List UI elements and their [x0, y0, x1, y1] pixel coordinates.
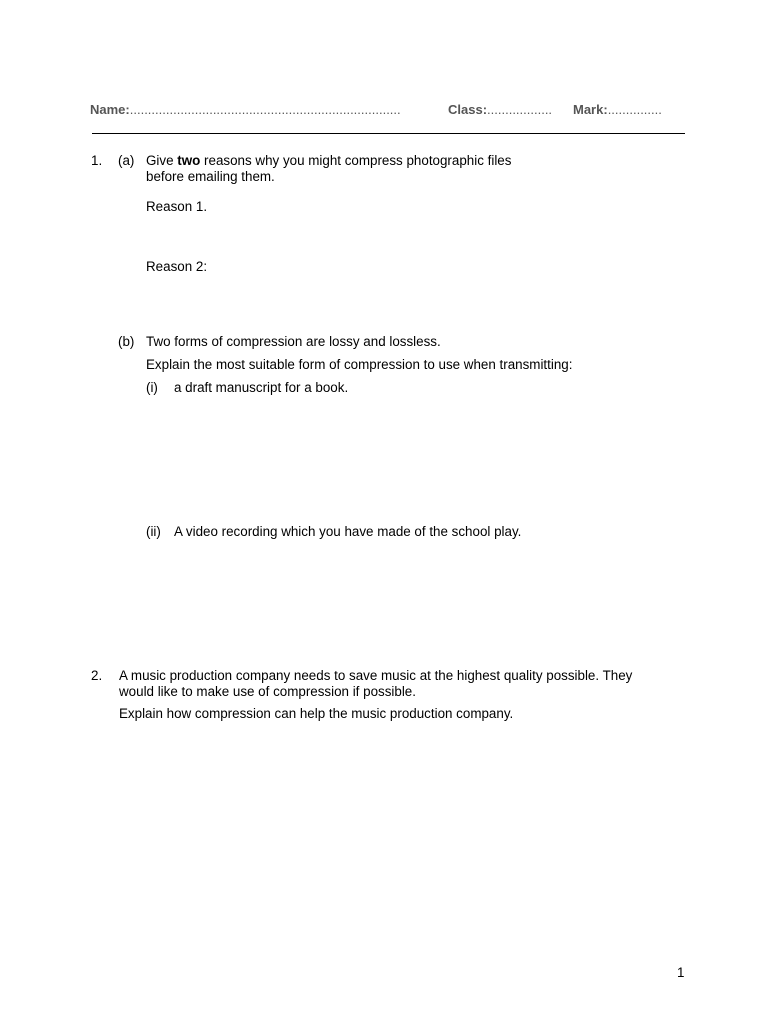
name-label: Name: — [90, 102, 130, 117]
q1a-emphasis: two — [177, 153, 201, 168]
name-dots: ........................................................................... — [129, 102, 401, 117]
q1b-label: (b) — [118, 334, 135, 349]
q1a-reason2-label: Reason 2: — [146, 259, 208, 274]
q1a-text-line2: before emailing them. — [146, 169, 275, 184]
q1bi-label: (i) — [146, 380, 158, 395]
q1b-text-line2: Explain the most suitable form of compression to use when transmitting: — [146, 357, 573, 372]
q2-text-line2: would like to make use of compression if possible. — [119, 684, 416, 699]
class-label: Class: — [448, 102, 488, 117]
q1-number: 1. — [91, 153, 103, 168]
q1bi-text: a draft manuscript for a book. — [174, 380, 349, 395]
q2-number: 2. — [91, 668, 103, 683]
mark-label: Mark: — [573, 102, 608, 117]
q2-text-line1: A music production company needs to save music at the highest quality possible. They — [119, 668, 633, 683]
q1b-text-line1: Two forms of compression are lossy and lossless. — [146, 334, 441, 349]
class-field — [448, 102, 552, 117]
name-field — [90, 102, 401, 117]
class-dots: .................. — [487, 102, 553, 117]
header-divider — [92, 133, 685, 134]
page-number: 1 — [677, 965, 685, 980]
q1a-text-line1: Give two reasons why you might compress photographic files — [146, 153, 512, 168]
q1a-label: (a) — [118, 153, 135, 168]
mark-field — [573, 102, 662, 117]
q1bii-label: (ii) — [146, 524, 161, 539]
mark-dots: ............... — [607, 102, 662, 117]
q1bii-text: A video recording which you have made of the school play. — [174, 524, 522, 539]
q2-text-line3: Explain how compression can help the music production company. — [119, 706, 514, 721]
q1a-reason1-label: Reason 1. — [146, 199, 208, 214]
